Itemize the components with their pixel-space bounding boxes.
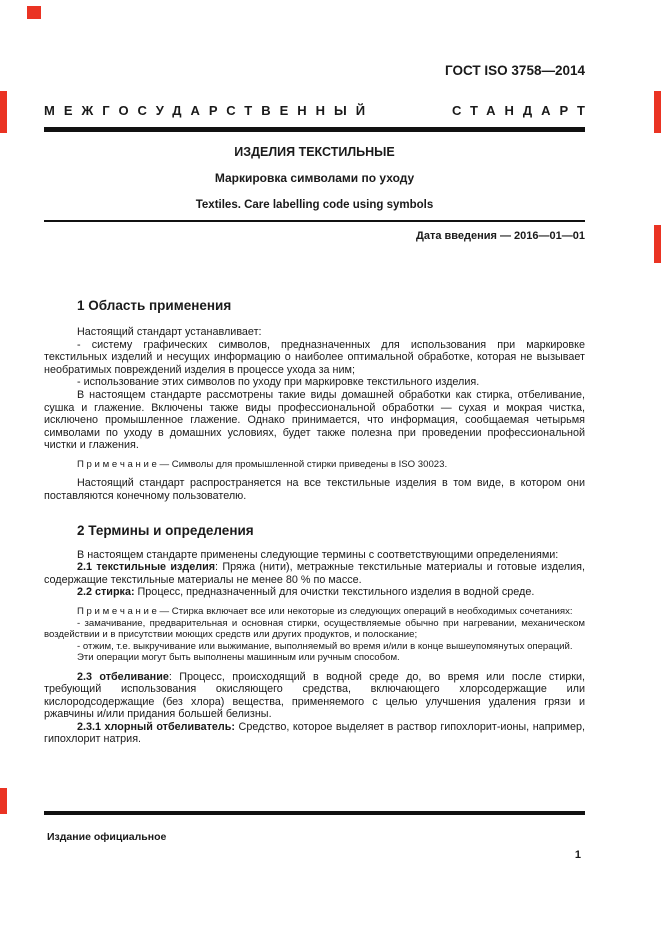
header-divider-thin — [44, 220, 585, 222]
red-edge-mark-right-date — [654, 225, 661, 263]
term-2-1-label: 2.1 текстильные изделия — [77, 561, 216, 574]
section-1-heading: 1 Область применения — [77, 298, 232, 313]
section-1-list-item: - использование этих символов по уходу при маркировке текстильного изделия. — [77, 376, 480, 389]
document-title-ru: ИЗДЕЛИЯ ТЕКСТИЛЬНЫЕ — [234, 145, 395, 159]
note-text: П р и м е ч а н и е — Стирка включает все или некоторые из следующих операций в необходимых сочетаниях: — [77, 606, 573, 617]
edition-label: Издание официальное — [47, 831, 167, 843]
section-2-intro: В настоящем стандарте применены следующие термины с соответствующими определениями: — [77, 548, 559, 561]
term-2-2 — [44, 586, 585, 599]
note-text: Эти операции могут быть выполнены машинным или ручным способом. — [77, 652, 400, 663]
note-list-item: - замачивание, предварительная и основная стирки, осуществляемые обычно при нагревании, механическом воздействии и в присутствии моющих средств или других продуктов, и полоскание; — [44, 617, 585, 640]
section-1-paragraph: Настоящий стандарт распространяется на все текстильные изделия в том виде, в котором они поставляются конечному пользователю. — [44, 477, 585, 503]
term-2-3-1-definition: Средство, которое выделяет в раствор гипохлорит-ионы, например, гипохлорит натрия. — [44, 720, 585, 746]
term-2-3-1 — [44, 721, 585, 746]
section-2-note — [44, 606, 585, 664]
term-2-1-definition: : Пряжа (нити), метражные текстильные материалы и готовые изделия, содержащие текстильные материалы не менее 80 % по массе. — [44, 561, 585, 586]
section-1-list-item: - систему графических символов, предназначенных для использования при маркировке текстильных изделий и несущих информацию о наиболее оптимальной обработке, которая не вызывает необратимых повреждений изделия в процессе ухода за ним; — [44, 338, 585, 376]
section-1-note — [44, 459, 585, 471]
page-content — [44, 0, 594, 746]
term-2-2-label: 2.2 стирка: — [77, 586, 135, 599]
standard-word-2: СТАНДАРТ — [451, 103, 594, 118]
standard-type-line — [44, 103, 594, 118]
section-2-heading: 2 Термины и определения — [77, 522, 254, 538]
page-number: 1 — [574, 849, 581, 861]
term-2-2-definition: Процесс, предназначенный для очистки текстильного изделия в водной среде. — [134, 586, 535, 599]
header-divider-thick — [44, 127, 585, 132]
red-edge-mark-left-bottom — [0, 788, 7, 814]
term-2-3-1-label: 2.3.1 хлорный отбеливатель: — [77, 720, 236, 733]
section-1-paragraph: Настоящий стандарт устанавливает: — [77, 326, 262, 338]
section-1-paragraph: В настоящем стандарте рассмотрены такие виды домашней обработки как стирка, отбеливание, сушка и глажение. Включены также виды профессиональной обработки — сухая и мокрая чистка, исключено промышленное глажение. Однако принимается, что информация, сообщаемая четырьмя символами по уходу в домашних условиях, будет также полезна при проведении профессиональной чистки и глажения. — [44, 388, 585, 452]
effective-date: Дата введения — 2016—01—01 — [416, 230, 585, 242]
term-2-1 — [44, 561, 585, 586]
document-subtitle-ru: Маркировка символами по уходу — [214, 171, 415, 185]
note-list-item: - отжим, т.е. выкручивание или выжимание, выполняемый во время и/или в конце вышеупомянутых операций. — [77, 640, 573, 652]
red-edge-mark-right-header — [654, 91, 661, 133]
document-code: ГОСТ ISO 3758—2014 — [445, 63, 585, 78]
red-edge-mark-left-header — [0, 91, 7, 133]
standard-word-1: МЕЖГОСУДАРСТВЕННЫЙ — [44, 103, 375, 118]
note-text: П р и м е ч а н и е — Символы для промышленной стирки приведены в ISO 30023. — [77, 458, 448, 470]
red-edge-mark-top-left — [27, 6, 41, 19]
term-2-3-label: 2.3 отбеливание — [77, 670, 169, 683]
term-2-3-definition: : Процесс, происходящий в водной среде до, во время или после стирки, требующий использования окисляющего средства, включающего хлорсодержащие или кислородсодержащие (без хлора) вещества, применяемого с целью улучшения удаления грязи и ржавчины и/или придания большей белизны. — [44, 670, 585, 721]
document-title-en: Textiles. Care labelling code using symbols — [195, 199, 434, 211]
footer-divider — [44, 811, 585, 815]
term-2-3 — [44, 671, 585, 721]
